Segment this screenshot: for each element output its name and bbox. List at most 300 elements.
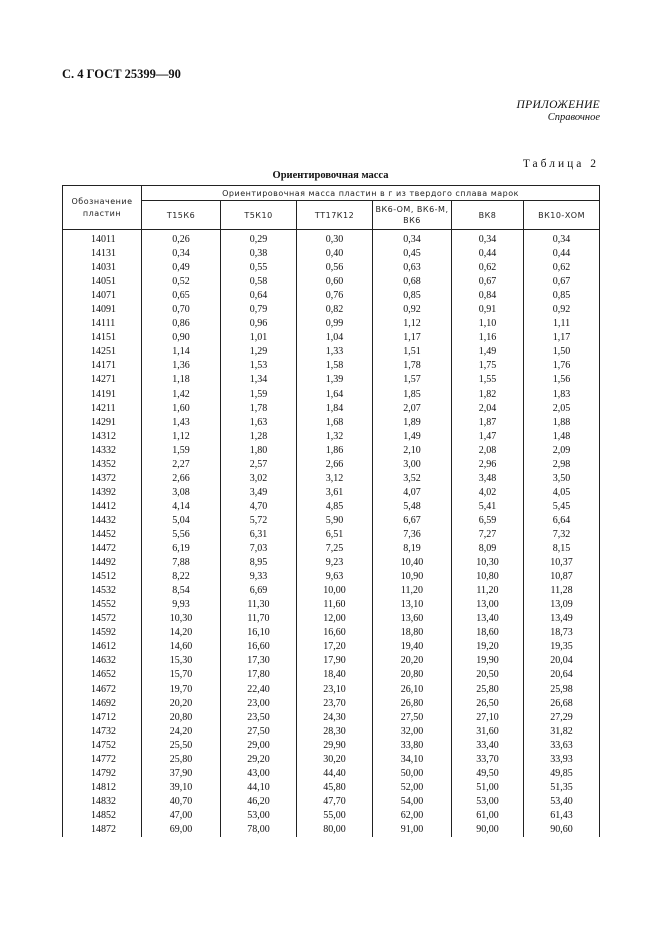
mass-cell: 23,00 [221, 697, 297, 711]
mass-cell: 1,12 [142, 430, 221, 444]
mass-cell: 0,82 [297, 303, 373, 317]
mass-cell: 8,54 [142, 584, 221, 598]
mass-cell: 18,60 [452, 626, 524, 640]
mass-cell: 0,67 [524, 275, 600, 289]
mass-cell: 0,85 [373, 289, 452, 303]
mass-cell: 34,10 [373, 753, 452, 767]
mass-cell: 20,64 [524, 668, 600, 682]
designation-cell: 14151 [63, 331, 142, 345]
mass-cell: 0,64 [221, 289, 297, 303]
mass-cell: 1,47 [452, 430, 524, 444]
table-row [63, 795, 600, 809]
mass-cell: 1,01 [221, 331, 297, 345]
mass-cell: 1,59 [221, 388, 297, 402]
mass-cell: 1,80 [221, 444, 297, 458]
mass-cell: 51,00 [452, 781, 524, 795]
mass-cell: 7,03 [221, 542, 297, 556]
mass-cell: 7,36 [373, 528, 452, 542]
table-row [63, 668, 600, 682]
mass-cell: 1,88 [524, 416, 600, 430]
table-row [63, 626, 600, 640]
mass-cell: 0,92 [524, 303, 600, 317]
designation-cell: 14372 [63, 472, 142, 486]
mass-cell: 7,32 [524, 528, 600, 542]
mass-cell: 1,14 [142, 345, 221, 359]
table-row [63, 697, 600, 711]
mass-cell: 45,80 [297, 781, 373, 795]
table-row [63, 486, 600, 500]
mass-cell: 23,10 [297, 683, 373, 697]
mass-cell: 37,90 [142, 767, 221, 781]
mass-cell: 1,78 [221, 402, 297, 416]
mass-cell: 18,73 [524, 626, 600, 640]
mass-cell: 0,90 [142, 331, 221, 345]
mass-cell: 53,00 [452, 795, 524, 809]
mass-cell: 18,40 [297, 668, 373, 682]
mass-cell: 1,28 [221, 430, 297, 444]
mass-cell: 22,40 [221, 683, 297, 697]
mass-cell: 27,50 [373, 711, 452, 725]
mass-cell: 0,40 [297, 247, 373, 261]
mass-cell: 1,43 [142, 416, 221, 430]
designation-cell: 14672 [63, 683, 142, 697]
mass-cell: 2,98 [524, 458, 600, 472]
mass-cell: 0,84 [452, 289, 524, 303]
mass-cell: 1,34 [221, 373, 297, 387]
mass-cell: 17,20 [297, 640, 373, 654]
designation-cell: 14852 [63, 809, 142, 823]
designation-cell: 14291 [63, 416, 142, 430]
mass-cell: 10,40 [373, 556, 452, 570]
table-row [63, 373, 600, 387]
mass-cell: 47,70 [297, 795, 373, 809]
mass-cell: 0,56 [297, 261, 373, 275]
mass-cell: 19,40 [373, 640, 452, 654]
mass-cell: 1,33 [297, 345, 373, 359]
mass-cell: 31,60 [452, 725, 524, 739]
mass-cell: 20,20 [373, 654, 452, 668]
mass-cell: 52,00 [373, 781, 452, 795]
mass-cell: 17,80 [221, 668, 297, 682]
table-row [63, 556, 600, 570]
mass-cell: 1,11 [524, 317, 600, 331]
mass-cell: 0,60 [297, 275, 373, 289]
designation-cell: 14812 [63, 781, 142, 795]
mass-cell: 10,80 [452, 570, 524, 584]
table-row [63, 472, 600, 486]
mass-cell: 33,40 [452, 739, 524, 753]
column-header: ВК8 [452, 201, 524, 230]
mass-cell: 2,09 [524, 444, 600, 458]
mass-cell: 20,20 [142, 697, 221, 711]
mass-cell: 47,00 [142, 809, 221, 823]
mass-cell: 11,20 [452, 584, 524, 598]
mass-cell: 9,93 [142, 598, 221, 612]
designation-cell: 14131 [63, 247, 142, 261]
mass-cell: 1,87 [452, 416, 524, 430]
mass-cell: 1,75 [452, 359, 524, 373]
table-row [63, 683, 600, 697]
mass-cell: 19,20 [452, 640, 524, 654]
mass-cell: 1,17 [373, 331, 452, 345]
mass-cell: 0,52 [142, 275, 221, 289]
designation-cell: 14011 [63, 230, 142, 248]
mass-cell: 33,93 [524, 753, 600, 767]
mass-cell: 8,95 [221, 556, 297, 570]
designation-cell: 14472 [63, 542, 142, 556]
designation-cell: 14071 [63, 289, 142, 303]
mass-cell: 7,27 [452, 528, 524, 542]
mass-cell: 69,00 [142, 823, 221, 837]
mass-cell: 1,64 [297, 388, 373, 402]
mass-cell: 0,76 [297, 289, 373, 303]
mass-cell: 40,70 [142, 795, 221, 809]
designation-cell: 14612 [63, 640, 142, 654]
mass-cell: 1,12 [373, 317, 452, 331]
mass-cell: 32,00 [373, 725, 452, 739]
mass-cell: 29,20 [221, 753, 297, 767]
designation-cell: 14111 [63, 317, 142, 331]
mass-cell: 20,04 [524, 654, 600, 668]
mass-cell: 13,49 [524, 612, 600, 626]
mass-cell: 61,00 [452, 809, 524, 823]
mass-cell: 15,70 [142, 668, 221, 682]
mass-cell: 3,61 [297, 486, 373, 500]
mass-cell: 0,96 [221, 317, 297, 331]
mass-cell: 1,49 [452, 345, 524, 359]
mass-cell: 39,10 [142, 781, 221, 795]
mass-cell: 2,10 [373, 444, 452, 458]
mass-cell: 30,20 [297, 753, 373, 767]
mass-cell: 16,10 [221, 626, 297, 640]
table-row [63, 416, 600, 430]
table-row [63, 388, 600, 402]
mass-cell: 5,48 [373, 500, 452, 514]
appendix-label [517, 99, 600, 123]
mass-cell: 0,44 [452, 247, 524, 261]
table-row [63, 500, 600, 514]
designation-cell: 14832 [63, 795, 142, 809]
mass-cell: 0,67 [452, 275, 524, 289]
column-header: Т5К10 [221, 201, 297, 230]
table-row [63, 612, 600, 626]
mass-cell: 17,30 [221, 654, 297, 668]
mass-cell: 0,34 [524, 230, 600, 248]
mass-cell: 13,40 [452, 612, 524, 626]
designation-cell: 14251 [63, 345, 142, 359]
mass-cell: 1,83 [524, 388, 600, 402]
mass-cell: 5,41 [452, 500, 524, 514]
mass-cell: 0,26 [142, 230, 221, 248]
mass-cell: 1,51 [373, 345, 452, 359]
mass-cell: 6,31 [221, 528, 297, 542]
designation-cell: 14191 [63, 388, 142, 402]
mass-cell: 4,02 [452, 486, 524, 500]
appendix-title: ПРИЛОЖЕНИЕ [516, 99, 600, 111]
mass-cell: 2,96 [452, 458, 524, 472]
designation-cell: 14732 [63, 725, 142, 739]
mass-cell: 8,22 [142, 570, 221, 584]
mass-cell: 10,00 [297, 584, 373, 598]
table-row [63, 767, 600, 781]
table-row [63, 275, 600, 289]
designation-cell: 14532 [63, 584, 142, 598]
mass-cell: 16,60 [221, 640, 297, 654]
mass-cell: 1,32 [297, 430, 373, 444]
mass-cell: 8,15 [524, 542, 600, 556]
table-row [63, 303, 600, 317]
mass-cell: 31,82 [524, 725, 600, 739]
mass-cell: 0,91 [452, 303, 524, 317]
mass-cell: 6,64 [524, 514, 600, 528]
mass-cell: 11,30 [221, 598, 297, 612]
mass-cell: 13,60 [373, 612, 452, 626]
mass-cell: 9,33 [221, 570, 297, 584]
mass-cell: 6,19 [142, 542, 221, 556]
designation-cell: 14171 [63, 359, 142, 373]
table-row [63, 781, 600, 795]
mass-cell: 1,85 [373, 388, 452, 402]
designation-cell: 14712 [63, 711, 142, 725]
mass-cell: 6,67 [373, 514, 452, 528]
mass-cell: 0,34 [142, 247, 221, 261]
mass-cell: 1,29 [221, 345, 297, 359]
table-row [63, 345, 600, 359]
mass-cell: 5,90 [297, 514, 373, 528]
mass-cell: 0,79 [221, 303, 297, 317]
mass-cell: 25,80 [142, 753, 221, 767]
mass-cell: 23,50 [221, 711, 297, 725]
designation-cell: 14332 [63, 444, 142, 458]
mass-cell: 12,00 [297, 612, 373, 626]
table-row [63, 458, 600, 472]
mass-cell: 0,62 [452, 261, 524, 275]
mass-cell: 55,00 [297, 809, 373, 823]
mass-cell: 16,60 [297, 626, 373, 640]
designation-cell: 14512 [63, 570, 142, 584]
mass-cell: 19,70 [142, 683, 221, 697]
mass-cell: 18,80 [373, 626, 452, 640]
table-row [63, 725, 600, 739]
mass-cell: 1,17 [524, 331, 600, 345]
mass-cell: 17,90 [297, 654, 373, 668]
mass-cell: 0,92 [373, 303, 452, 317]
mass-cell: 0,34 [452, 230, 524, 248]
mass-cell: 0,45 [373, 247, 452, 261]
table-row [63, 739, 600, 753]
mass-cell: 44,40 [297, 767, 373, 781]
mass-cell: 53,00 [221, 809, 297, 823]
mass-cell: 3,08 [142, 486, 221, 500]
mass-cell: 0,99 [297, 317, 373, 331]
mass-cell: 1,04 [297, 331, 373, 345]
mass-cell: 7,25 [297, 542, 373, 556]
table-row [63, 331, 600, 345]
mass-cell: 1,53 [221, 359, 297, 373]
mass-cell: 1,63 [221, 416, 297, 430]
mass-cell: 3,48 [452, 472, 524, 486]
mass-cell: 24,20 [142, 725, 221, 739]
mass-cell: 1,76 [524, 359, 600, 373]
mass-cell: 0,30 [297, 230, 373, 248]
mass-cell: 26,80 [373, 697, 452, 711]
appendix-subtitle: Справочное [547, 112, 600, 123]
mass-cell: 1,84 [297, 402, 373, 416]
mass-cell: 33,70 [452, 753, 524, 767]
mass-cell: 25,98 [524, 683, 600, 697]
mass-table [62, 185, 600, 837]
mass-cell: 27,29 [524, 711, 600, 725]
table-row [63, 444, 600, 458]
mass-cell: 0,38 [221, 247, 297, 261]
mass-cell: 90,60 [524, 823, 600, 837]
mass-cell: 14,60 [142, 640, 221, 654]
mass-cell: 78,00 [221, 823, 297, 837]
mass-cell: 0,86 [142, 317, 221, 331]
mass-cell: 54,00 [373, 795, 452, 809]
mass-cell: 1,58 [297, 359, 373, 373]
mass-cell: 27,50 [221, 725, 297, 739]
mass-cell: 1,50 [524, 345, 600, 359]
designation-cell: 14572 [63, 612, 142, 626]
table-row [63, 823, 600, 837]
mass-cell: 11,20 [373, 584, 452, 598]
mass-cell: 0,70 [142, 303, 221, 317]
mass-cell: 19,35 [524, 640, 600, 654]
mass-cell: 0,68 [373, 275, 452, 289]
mass-cell: 33,63 [524, 739, 600, 753]
mass-cell: 4,85 [297, 500, 373, 514]
mass-cell: 1,42 [142, 388, 221, 402]
mass-cell: 9,63 [297, 570, 373, 584]
mass-cell: 29,00 [221, 739, 297, 753]
mass-cell: 19,90 [452, 654, 524, 668]
designation-cell: 14352 [63, 458, 142, 472]
page-header: С. 4 ГОСТ 25399—90 [62, 67, 181, 81]
mass-cell: 1,78 [373, 359, 452, 373]
mass-cell: 13,00 [452, 598, 524, 612]
table-row [63, 570, 600, 584]
mass-cell: 10,37 [524, 556, 600, 570]
mass-cell: 13,09 [524, 598, 600, 612]
mass-cell: 2,05 [524, 402, 600, 416]
mass-cell: 6,59 [452, 514, 524, 528]
designation-cell: 14652 [63, 668, 142, 682]
group-header: Ориентировочная масса пластин в г из твердого сплава марок [142, 186, 600, 201]
designation-cell: 14271 [63, 373, 142, 387]
mass-cell: 1,49 [373, 430, 452, 444]
mass-cell: 50,00 [373, 767, 452, 781]
designation-cell: 14632 [63, 654, 142, 668]
mass-cell: 2,57 [221, 458, 297, 472]
table-row [63, 289, 600, 303]
mass-cell: 3,50 [524, 472, 600, 486]
column-header: ВК10-ХОМ [524, 201, 600, 230]
mass-cell: 11,28 [524, 584, 600, 598]
mass-cell: 4,05 [524, 486, 600, 500]
table-row [63, 430, 600, 444]
designation-cell: 14792 [63, 767, 142, 781]
mass-cell: 0,63 [373, 261, 452, 275]
mass-cell: 1,60 [142, 402, 221, 416]
column-header: ТТ17К12 [297, 201, 373, 230]
mass-cell: 1,56 [524, 373, 600, 387]
mass-cell: 2,04 [452, 402, 524, 416]
mass-cell: 6,69 [221, 584, 297, 598]
table-row [63, 542, 600, 556]
mass-cell: 20,80 [373, 668, 452, 682]
designation-cell: 14091 [63, 303, 142, 317]
table-body [63, 230, 600, 838]
mass-cell: 10,30 [452, 556, 524, 570]
mass-cell: 33,80 [373, 739, 452, 753]
table-row [63, 711, 600, 725]
mass-cell: 25,50 [142, 739, 221, 753]
designation-header: Обозначение пластин [63, 186, 142, 230]
table-row [63, 359, 600, 373]
mass-cell: 1,55 [452, 373, 524, 387]
mass-cell: 2,66 [142, 472, 221, 486]
mass-cell: 0,85 [524, 289, 600, 303]
designation-cell: 14211 [63, 402, 142, 416]
mass-cell: 4,14 [142, 500, 221, 514]
designation-cell: 14752 [63, 739, 142, 753]
mass-cell: 11,70 [221, 612, 297, 626]
designation-cell: 14452 [63, 528, 142, 542]
mass-cell: 5,45 [524, 500, 600, 514]
mass-cell: 53,40 [524, 795, 600, 809]
mass-cell: 61,43 [524, 809, 600, 823]
mass-cell: 1,10 [452, 317, 524, 331]
mass-cell: 26,68 [524, 697, 600, 711]
table-row [63, 598, 600, 612]
mass-cell: 1,36 [142, 359, 221, 373]
mass-cell: 3,00 [373, 458, 452, 472]
designation-cell: 14051 [63, 275, 142, 289]
mass-cell: 26,50 [452, 697, 524, 711]
mass-cell: 10,87 [524, 570, 600, 584]
mass-cell: 49,85 [524, 767, 600, 781]
mass-cell: 62,00 [373, 809, 452, 823]
mass-cell: 1,18 [142, 373, 221, 387]
designation-cell: 14592 [63, 626, 142, 640]
table-row [63, 317, 600, 331]
mass-cell: 1,86 [297, 444, 373, 458]
mass-cell: 0,49 [142, 261, 221, 275]
mass-cell: 23,70 [297, 697, 373, 711]
designation-cell: 14412 [63, 500, 142, 514]
table-row [63, 247, 600, 261]
mass-cell: 3,02 [221, 472, 297, 486]
table-row [63, 584, 600, 598]
mass-cell: 90,00 [452, 823, 524, 837]
mass-cell: 27,10 [452, 711, 524, 725]
mass-cell: 20,80 [142, 711, 221, 725]
mass-cell: 28,30 [297, 725, 373, 739]
mass-cell: 20,50 [452, 668, 524, 682]
mass-cell: 29,90 [297, 739, 373, 753]
mass-cell: 5,56 [142, 528, 221, 542]
mass-cell: 0,58 [221, 275, 297, 289]
mass-cell: 3,12 [297, 472, 373, 486]
mass-cell: 0,62 [524, 261, 600, 275]
mass-cell: 0,65 [142, 289, 221, 303]
mass-cell: 8,19 [373, 542, 452, 556]
designation-cell: 14692 [63, 697, 142, 711]
mass-cell: 9,23 [297, 556, 373, 570]
designation-cell: 14392 [63, 486, 142, 500]
mass-cell: 11,60 [297, 598, 373, 612]
